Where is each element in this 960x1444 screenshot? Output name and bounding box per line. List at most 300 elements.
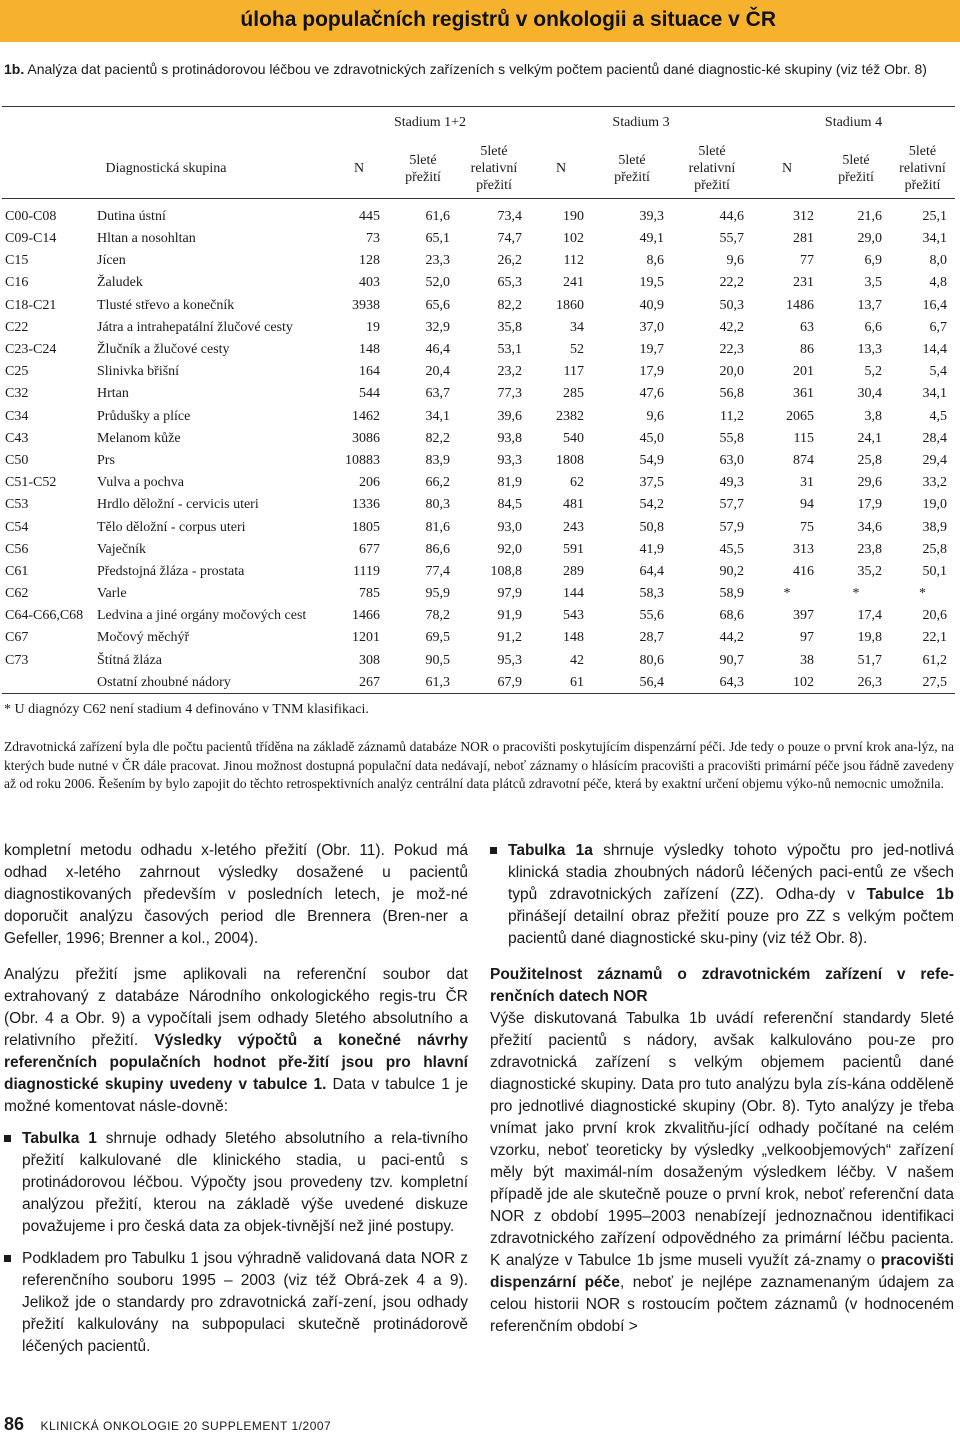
table-cell: 90,2 xyxy=(719,563,744,579)
table-row xyxy=(2,272,955,294)
table-cell: 28,4 xyxy=(922,430,947,446)
col-header-abs-survival: 5leté přežití xyxy=(614,152,650,185)
table-cell: 591 xyxy=(563,541,584,557)
table-cell: 874 xyxy=(793,452,814,468)
table-cell: 20,6 xyxy=(922,608,947,624)
table-row xyxy=(2,672,955,694)
table-cell: 23,3 xyxy=(425,253,450,269)
table-row xyxy=(2,317,955,339)
table-cell: 69,5 xyxy=(425,630,450,646)
table-cell: 92,0 xyxy=(497,541,522,557)
bullet-square-icon xyxy=(4,1135,11,1142)
diagnosis-code: C61 xyxy=(5,563,29,579)
table-cell: 4,8 xyxy=(929,275,947,291)
col-header-rel-survival: 5leté relativní přežití xyxy=(899,144,946,194)
table-cell: 77 xyxy=(800,253,814,269)
col-header-rel-survival: 5leté relativní přežití xyxy=(470,144,518,194)
table-cell: 397 xyxy=(793,608,814,624)
page-number: 86 xyxy=(4,1414,25,1434)
table-row xyxy=(2,583,955,605)
diagnosis-code xyxy=(2,672,94,694)
table-cell: 77,4 xyxy=(425,563,450,579)
table-cell: 57,7 xyxy=(719,497,744,513)
table-cell: 34 xyxy=(570,319,584,335)
table-cell: 37,0 xyxy=(639,319,664,335)
table-cell: 29,0 xyxy=(857,231,882,247)
diagnosis-code: C56 xyxy=(5,541,29,557)
table-cell: 40,9 xyxy=(639,297,664,313)
table-cell: 289 xyxy=(563,563,584,579)
table-group-header-row xyxy=(2,106,955,140)
diagnosis-code: C23-C24 xyxy=(5,342,57,358)
diagnosis-code: C43 xyxy=(5,430,29,446)
page-footer xyxy=(4,1414,904,1435)
body-column-left xyxy=(4,840,468,1368)
section-heading-suffix: (viz též Obr. 8) xyxy=(835,61,927,77)
table-cell: 1336 xyxy=(352,497,380,513)
table-cell: 14,4 xyxy=(922,342,947,358)
diagnosis-code: C64-C66,C68 xyxy=(5,608,84,624)
table-cell: 4,5 xyxy=(929,408,947,424)
table-cell: 86,6 xyxy=(425,541,450,557)
table-cell: 86 xyxy=(800,342,814,358)
table-cell: 3086 xyxy=(352,430,380,446)
table-cell: 95,9 xyxy=(425,586,450,602)
subsection-heading: Použitelnost záznamů o zdravotnickém zařízení v refe-renčních datech NOR xyxy=(490,966,954,1005)
table-cell: 65,1 xyxy=(425,231,450,247)
table-cell: 26,3 xyxy=(857,674,882,690)
diagnosis-code: C25 xyxy=(5,364,29,380)
table-cell: 25,8 xyxy=(857,452,882,468)
table-cell: 25,8 xyxy=(922,541,947,557)
table-cell: * xyxy=(852,586,860,602)
table-cell: 281 xyxy=(793,231,814,247)
table-cell: 49,3 xyxy=(719,475,744,491)
table-cell: 52 xyxy=(570,342,584,358)
table-cell: 312 xyxy=(793,209,814,225)
table-cell: 2065 xyxy=(786,408,814,424)
table-cell: 90,7 xyxy=(719,652,744,668)
table-cell: 8,6 xyxy=(646,253,664,269)
diagnosis-code: C62 xyxy=(5,586,29,602)
table-cell: 11,2 xyxy=(720,408,744,424)
table-cell: 63,0 xyxy=(719,452,744,468)
diagnosis-name: Melanom kůže xyxy=(97,430,181,446)
diagnosis-name: Předstojná žláza - prostata xyxy=(97,563,245,579)
table-cell: 1486 xyxy=(786,297,814,313)
table-cell: 50,1 xyxy=(922,563,947,579)
table-row xyxy=(2,228,955,250)
table-cell: 41,9 xyxy=(639,541,664,557)
table-row xyxy=(2,516,955,538)
table-cell: 8,0 xyxy=(929,253,947,269)
bullet-square-icon xyxy=(4,1255,11,1262)
table-cell: 30,4 xyxy=(857,386,882,402)
table-cell: 2382 xyxy=(556,408,584,424)
table-cell: 148 xyxy=(563,630,584,646)
diagnosis-code: C73 xyxy=(5,652,29,668)
note-paragraph: Zdravotnická zařízení byla dle počtu pacientů tříděna na základě záznamů databáze NOR o pracovišti poskytujícím dispenzární péči. Jde tedy o pouze o první krok ana-lýz, na kterých bude nutné v ČR dále pracovat. Jinou možnost dostupná populační data nedávají, neboť záznamy o hlásícím pracovišti a pracovišti primární péče jsou řádně zavedeny až od roku 2006. Řešením by bylo zapojit do těchto retrospektivních analýz centrální data plátců zdravotní péče, která by exaktní určení objemu výko-nů nemocnic umožnila. xyxy=(4,739,954,791)
table-cell: 540 xyxy=(563,430,584,446)
table-cell: 24,1 xyxy=(857,430,882,446)
table-cell: 102 xyxy=(563,231,584,247)
table-cell: 38 xyxy=(800,652,814,668)
table-cell: 17,9 xyxy=(639,364,664,380)
table-cell: 35,2 xyxy=(857,563,882,579)
table-cell: 13,7 xyxy=(857,297,882,313)
table-cell: 55,6 xyxy=(639,608,664,624)
table-cell: 29,6 xyxy=(857,475,882,491)
section-heading xyxy=(4,60,950,79)
section-number: 1b. xyxy=(4,61,25,77)
table-cell: 52,0 xyxy=(425,275,450,291)
table-cell: 19,0 xyxy=(922,497,947,513)
table-cell: 6,6 xyxy=(864,319,882,335)
table-row xyxy=(2,450,955,472)
diagnosis-code: C22 xyxy=(5,319,29,335)
table-cell: 1119 xyxy=(353,563,380,579)
table-cell: 3,5 xyxy=(864,275,882,291)
table-cell: 78,2 xyxy=(425,608,450,624)
table-cell: 34,1 xyxy=(922,231,947,247)
diagnosis-code: C34 xyxy=(5,408,29,424)
table-cell: 80,3 xyxy=(425,497,450,513)
diagnosis-code: C16 xyxy=(5,275,29,291)
table-cell: 285 xyxy=(563,386,584,402)
diagnosis-code: C51-C52 xyxy=(5,475,57,491)
table-cell: 93,0 xyxy=(497,519,522,535)
table-row xyxy=(2,339,955,361)
table-row xyxy=(2,198,955,228)
diagnosis-code: C15 xyxy=(5,253,29,269)
table-cell: 42 xyxy=(570,652,584,668)
table-row xyxy=(2,561,955,583)
table-cell: 44,2 xyxy=(719,630,744,646)
table-column-header-row xyxy=(2,140,955,198)
table-cell: 68,6 xyxy=(719,608,744,624)
table-cell: 56,4 xyxy=(639,674,664,690)
col-header-diagnosis: Diagnostická skupina xyxy=(105,161,227,177)
table-cell: 94 xyxy=(800,497,814,513)
table-cell: 63 xyxy=(800,319,814,335)
table-cell: 55,8 xyxy=(719,430,744,446)
diagnosis-name: Ledvina a jiné orgány močových cest xyxy=(97,608,307,624)
table-cell: 44,6 xyxy=(719,209,744,225)
group-header-stadium-4: Stadium 4 xyxy=(824,115,883,130)
table-cell: 34,6 xyxy=(857,519,882,535)
diagnosis-name: Dutina ústní xyxy=(97,209,166,225)
journal-name: KLINICKÁ ONKOLOGIE 20 SUPPLEMENT 1/2007 xyxy=(40,1419,332,1433)
diagnosis-name: Močový měchýř xyxy=(97,630,190,646)
table-cell: 54,2 xyxy=(639,497,664,513)
col-header-n: N xyxy=(353,161,365,177)
table-cell: 20,4 xyxy=(425,364,450,380)
table-row xyxy=(2,605,955,627)
table-row xyxy=(2,250,955,272)
table-cell: 13,3 xyxy=(857,342,882,358)
table-footnote: * U diagnózy C62 není stadium 4 definováno v TNM klasifikaci. xyxy=(4,702,369,717)
table-cell: 27,5 xyxy=(922,674,947,690)
table-cell: 102 xyxy=(793,674,814,690)
diagnosis-code: C67 xyxy=(5,630,29,646)
table-cell: 19 xyxy=(366,319,380,335)
table-cell: 5,4 xyxy=(929,364,947,380)
diagnosis-name: Žlučník a žlučové cesty xyxy=(97,342,230,358)
table-cell: 93,8 xyxy=(497,430,522,446)
table-row xyxy=(2,406,955,428)
table-cell: 65,6 xyxy=(425,297,450,313)
table-cell: 785 xyxy=(359,586,380,602)
table-cell: 677 xyxy=(359,541,380,557)
diagnosis-name: Prs xyxy=(97,452,115,468)
table-row xyxy=(2,539,955,561)
table-cell: 361 xyxy=(793,386,814,402)
table-cell: 34,1 xyxy=(922,386,947,402)
table-cell: 6,9 xyxy=(864,253,882,269)
table-cell: 66,2 xyxy=(425,475,450,491)
table-cell: 19,5 xyxy=(639,275,664,291)
table-cell: 9,6 xyxy=(726,253,744,269)
diagnosis-name: Vulva a pochva xyxy=(97,475,185,491)
table-cell: 91,9 xyxy=(497,608,522,624)
table-cell: 38,9 xyxy=(922,519,947,535)
table-cell: 34,1 xyxy=(425,408,450,424)
table-cell: 81,6 xyxy=(425,519,450,535)
table-row xyxy=(2,472,955,494)
diagnosis-code: C18-C21 xyxy=(5,297,57,313)
bullet-square-icon xyxy=(490,847,497,854)
table-row xyxy=(2,383,955,405)
diagnosis-name: Štítná žláza xyxy=(97,652,162,668)
table-cell: 23,2 xyxy=(497,364,522,380)
table-cell: 25,1 xyxy=(922,209,947,225)
table-cell: 5,2 xyxy=(864,364,882,380)
survival-table xyxy=(2,106,955,694)
table-cell: 445 xyxy=(359,209,380,225)
table-cell: 93,3 xyxy=(497,452,522,468)
table-cell: 28,7 xyxy=(639,630,664,646)
diagnosis-name: Játra a intrahepatální žlučové cesty xyxy=(97,319,293,335)
table-cell: 58,9 xyxy=(719,586,744,602)
table-cell: 201 xyxy=(793,364,814,380)
table-cell: 39,6 xyxy=(497,408,522,424)
table-cell: 61 xyxy=(570,674,584,690)
diagnosis-name: Slinivka břišní xyxy=(97,364,180,380)
table-cell: 80,6 xyxy=(639,652,664,668)
table-cell: 1462 xyxy=(352,408,380,424)
col-header-abs-survival: 5leté přežití xyxy=(405,152,441,185)
table-cell: 115 xyxy=(793,430,814,446)
table-cell: 75 xyxy=(800,519,814,535)
table-cell: 42,2 xyxy=(719,319,744,335)
table-cell: 37,5 xyxy=(639,475,664,491)
table-cell: 22,1 xyxy=(922,630,947,646)
bullet-item: Podkladem pro Tabulku 1 jsou výhradně validovaná data NOR z referenčního souboru 1995 – 2003 (viz též Obrá-zek 4 a 9). Jelikož jde o standardy pro zdravotnická zaří-zení, jsou odhady přežití kalkulovány na subpopulaci skutečně protinádorově léčených pacientů. xyxy=(4,1248,468,1358)
table-cell: 67,9 xyxy=(497,674,522,690)
table-cell: 61,6 xyxy=(425,209,450,225)
table-cell: 19,7 xyxy=(639,342,664,358)
body-paragraph: Výše diskutovaná Tabulka 1b uvádí referenční standardy 5leté přežití pacientů s nádory, avšak kalkulováno pou-ze pro zdravotnická zařízení s velkým objemem pacientů dané diagnostické skupiny. Data pro tuto analýzu byla zís-kána odděleně pro jednotlivé diagnostické skupiny (Obr. 8). Tyto analýzy je třeba vnímat jako první krok zkvalitňu-jící odhady počítané na celém vzorku, neboť teoreticky by výsledky „velkoobjemových“ zařízení měly být maximál-ním dosaženým výsledkem léčby. V našem případě jde ale skutečně pouze o první krok, neboť referenční data NOR z období 1995–2003 nenabízejí jednoznačnou identifikaci zdravotnického zařízení odpovědného za primární léčbu pacienta. K analýze v Tabulce 1b jsme museli využít zá-znamy o pracovišti dispenzární péče, neboť je nejlépe zaznamenaným údajem za celou historii NOR s rostoucím počtem záznamů (v hodnoceném referenčním období > xyxy=(490,1010,955,1335)
table-cell: 61,3 xyxy=(425,674,450,690)
diagnosis-name: Průdušky a plíce xyxy=(97,408,191,424)
body-paragraph: Analýzu přežití jsme aplikovali na referenční soubor dat extrahovaný z databáze Národního onkologického regis-tru ČR (Obr. 4 a Obr. 9) a vypočítali jsem odhady 5letého absolutního a relativního přežití. Výsledky výpočtů a konečné návrhy referenčních populačních hodnot pře-žití jsou pro hlavní diagnostické skupiny uvedeny v tabulce 1. Data v tabulce 1 je možné komentovat násle-dovně: xyxy=(4,966,469,1115)
table-cell: 20,0 xyxy=(719,364,744,380)
table-cell: * xyxy=(783,586,791,602)
table-row xyxy=(2,627,955,649)
table-cell: 51,7 xyxy=(857,652,882,668)
table-cell: 45,5 xyxy=(719,541,744,557)
table-cell: 403 xyxy=(359,275,380,291)
col-header-n: N xyxy=(555,161,567,177)
group-header-stadium-3: Stadium 3 xyxy=(612,115,670,130)
table-cell: 128 xyxy=(359,253,380,269)
table-cell: 35,8 xyxy=(497,319,522,335)
diagnosis-name: Varle xyxy=(97,586,127,602)
table-cell: 64,4 xyxy=(639,563,664,579)
table-cell: 61,2 xyxy=(922,652,947,668)
diagnosis-code: C32 xyxy=(5,386,29,402)
table-cell: 1860 xyxy=(556,297,584,313)
table-cell: 148 xyxy=(359,342,380,358)
table-cell: 1466 xyxy=(352,608,380,624)
table-cell: 56,8 xyxy=(719,386,744,402)
table-cell: 32,9 xyxy=(425,319,450,335)
table-row xyxy=(2,650,955,672)
table-cell: 77,3 xyxy=(497,386,522,402)
table-cell: 74,7 xyxy=(497,231,522,247)
table-cell: * xyxy=(919,586,926,602)
table-cell: 50,8 xyxy=(639,519,664,535)
body-paragraph: kompletní metodu odhadu x-letého přežití (Obr. 11). Pokud má odhad x-letého zahrnout výsledky dosažené u pacientů diagnostikovaných především v posledních letech, je mož-né doporučit analýzu časových period dle Brennera (Bren-ner a Gefeller, 1996; Brenner a kol., 2004). xyxy=(4,842,468,947)
diagnosis-name: Vaječník xyxy=(97,541,146,557)
table-cell: 91,2 xyxy=(497,630,522,646)
table-cell: 19,8 xyxy=(857,630,882,646)
table-cell: 29,4 xyxy=(922,452,947,468)
diagnosis-code: C53 xyxy=(5,497,29,513)
table-cell: 3938 xyxy=(352,297,380,313)
table-cell: 46,4 xyxy=(425,342,450,358)
table-cell: 1201 xyxy=(352,630,380,646)
diagnosis-name: Ostatní zhoubné nádory xyxy=(97,674,231,690)
table-cell: 243 xyxy=(563,519,584,535)
table-cell: 144 xyxy=(563,586,584,602)
table-cell: 55,7 xyxy=(719,231,744,247)
table-cell: 63,7 xyxy=(425,386,450,402)
table-cell: 308 xyxy=(359,652,380,668)
table-cell: 82,2 xyxy=(425,430,450,446)
table-cell: 97,9 xyxy=(497,586,522,602)
table-cell: 39,3 xyxy=(639,209,664,225)
table-cell: 416 xyxy=(793,563,814,579)
table-cell: 54,9 xyxy=(639,452,664,468)
table-cell: 313 xyxy=(793,541,814,557)
table-cell: 10883 xyxy=(345,452,380,468)
table-cell: 108,8 xyxy=(490,563,522,579)
table-cell: 17,4 xyxy=(857,608,882,624)
col-header-n: N xyxy=(781,161,793,177)
table-row xyxy=(2,428,955,450)
table-cell: 112 xyxy=(563,253,584,269)
table-cell: 6,7 xyxy=(929,319,947,335)
table-cell: 33,2 xyxy=(922,475,947,491)
bullet-item: Tabulka 1 shrnuje odhady 5letého absolutního a rela-tivního přežití kalkulované dle klinického stadia, u paci-entů s protinádorovou léčbou. Výpočty jsou provedeny tzv. kompletní analýzou přežití, kterou na základě výše uvedené diskuze považujeme i pro česká data za objek-tivnější než jiné postupy. xyxy=(4,1128,468,1238)
running-header-title: úloha populačních registrů v onkologii a situace v ČR xyxy=(240,8,776,31)
diagnosis-name: Jícen xyxy=(97,253,126,269)
table-cell: 53,1 xyxy=(497,342,522,358)
table-row xyxy=(2,361,955,383)
table-cell: 47,6 xyxy=(639,386,664,402)
diagnosis-name: Hrtan xyxy=(97,386,129,402)
table-cell: 64,3 xyxy=(719,674,744,690)
table-row xyxy=(2,494,955,516)
table-cell: 267 xyxy=(359,674,380,690)
table-cell: 17,9 xyxy=(857,497,882,513)
table-cell: 23,8 xyxy=(857,541,882,557)
diagnosis-code: C54 xyxy=(5,519,29,535)
diagnosis-name: Hrdlo děložní - cervicis uteri xyxy=(97,497,259,513)
diagnosis-name: Hltan a nosohltan xyxy=(97,231,196,247)
table-cell: 84,5 xyxy=(497,497,522,513)
diagnosis-name: Žaludek xyxy=(97,275,143,291)
diagnosis-name: Tělo děložní - corpus uteri xyxy=(97,519,246,535)
table-cell: 21,6 xyxy=(857,209,882,225)
table-cell: 16,4 xyxy=(922,297,947,313)
col-header-rel-survival: 5leté relativní přežití xyxy=(688,144,736,194)
table-cell: 45,0 xyxy=(639,430,664,446)
table-cell: 82,2 xyxy=(497,297,522,313)
diagnosis-code: C00-C08 xyxy=(5,209,57,225)
table-cell: 73 xyxy=(366,231,380,247)
table-cell: 49,1 xyxy=(639,231,664,247)
table-cell: 9,6 xyxy=(646,408,664,424)
table-cell: 22,2 xyxy=(719,275,744,291)
table-cell: 62 xyxy=(570,475,584,491)
table-cell: 481 xyxy=(563,497,584,513)
table-cell: 206 xyxy=(359,475,380,491)
table-cell: 164 xyxy=(359,364,380,380)
body-column-right xyxy=(490,840,954,1348)
group-header-stadium-1-2: Stadium 1+2 xyxy=(393,115,467,130)
bullet-item: Tabulka 1a shrnuje výsledky tohoto výpočtu pro jed-notlivá klinická stadia zhoubných nádorů léčených paci-entů ze všech typů zdravotnických zařízení (ZZ). Odha-dy v Tabulce 1b přinášejí detailní obraz přežití pouze pro ZZ s velkým počtem pacientů dané diagnostické sku-piny (viz též Obr. 8). xyxy=(490,840,954,950)
table-cell: 90,5 xyxy=(425,652,450,668)
section-heading-text: Analýza dat pacientů s protinádorovou léčbou ve zdravotnických zařízeních s velkým počtem pacientů dané diagnostic-ké skupiny xyxy=(27,61,833,77)
table-cell: 3,8 xyxy=(864,408,882,424)
table-cell: 97 xyxy=(800,630,814,646)
table-cell: 117 xyxy=(563,364,584,380)
diagnosis-code: C50 xyxy=(5,452,29,468)
table-cell: 81,9 xyxy=(497,475,522,491)
table-cell: 231 xyxy=(793,275,814,291)
table-cell: 22,3 xyxy=(719,342,744,358)
diagnosis-name: Tlusté střevo a konečník xyxy=(97,297,235,313)
table-cell: 83,9 xyxy=(425,452,450,468)
table-cell: 241 xyxy=(563,275,584,291)
table-cell: 1805 xyxy=(352,519,380,535)
table-cell: 95,3 xyxy=(497,652,522,668)
table-cell: 1808 xyxy=(556,452,584,468)
table-cell: 50,3 xyxy=(719,297,744,313)
table-cell: 26,2 xyxy=(497,253,522,269)
col-header-abs-survival: 5leté přežití xyxy=(838,152,874,185)
table-cell: 65,3 xyxy=(497,275,522,291)
table-cell: 31 xyxy=(800,475,814,491)
table-cell: 543 xyxy=(563,608,584,624)
diagnosis-code: C09-C14 xyxy=(5,231,57,247)
table-cell: 544 xyxy=(359,386,380,402)
table-cell: 73,4 xyxy=(497,209,522,225)
table-cell: 190 xyxy=(563,209,584,225)
table-cell: 57,9 xyxy=(719,519,744,535)
